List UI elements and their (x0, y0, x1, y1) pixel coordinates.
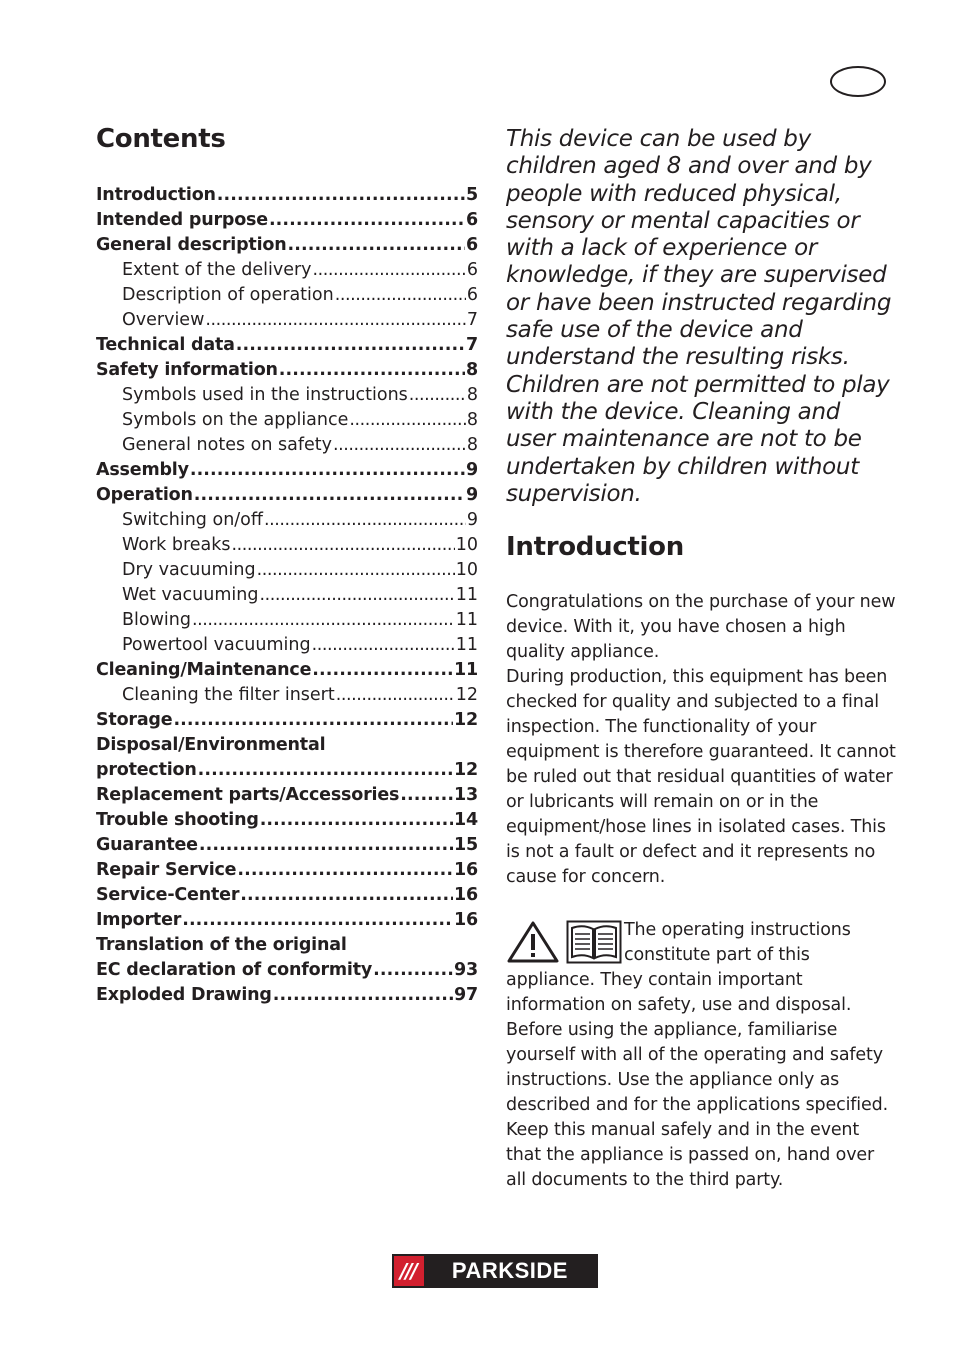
toc-entry (96, 358, 478, 383)
toc-entry (96, 858, 478, 883)
parkside-logo (392, 1254, 598, 1288)
toc-leader-dots (199, 833, 453, 858)
toc-entry-title: Dry vacuuming (122, 560, 256, 580)
toc-leader-dots (259, 583, 454, 608)
toc-page-number: 8 (466, 410, 478, 430)
toc-page-number: 16 (454, 885, 478, 905)
toc-leader-dots (232, 533, 455, 558)
toc-page-number: 11 (455, 635, 478, 655)
toc-leader-dots (173, 708, 453, 733)
toc-entry-title: Replacement parts/Accessories (96, 785, 400, 805)
toc-leader-dots (335, 283, 466, 308)
intro-paragraph: During production, this equipment has been checked for quality and subjected to a final inspection. The functionality of your equipment is therefore guaranteed. It cannot be ruled out that residual quantities of water or lubricants will remain on or in the equipment/hose lines in isolated cases. This is not a fault or defect and it represents no cause for concern. (506, 667, 896, 888)
toc-leader-dots (240, 883, 453, 908)
toc-leader-dots (260, 808, 453, 833)
toc-entry (96, 183, 478, 208)
toc-leader-dots (336, 683, 455, 708)
toc-subentry (96, 608, 478, 633)
toc-page-number: 16 (454, 910, 478, 930)
toc-leader-dots (312, 658, 453, 683)
warning-triangle-icon (506, 920, 560, 964)
open-book-icon (566, 920, 622, 964)
toc-entry-title: Extent of the delivery (122, 260, 312, 280)
toc-subentry (96, 508, 478, 533)
toc-entry (96, 833, 478, 858)
toc-entry (96, 883, 478, 908)
toc-leader-dots (182, 908, 453, 933)
toc-leader-dots (205, 308, 465, 333)
toc-entry (96, 483, 478, 508)
toc-leader-dots (400, 783, 453, 808)
toc-leader-dots (349, 408, 465, 433)
toc-entry-title: Storage (96, 710, 173, 730)
toc-leader-dots (313, 258, 466, 283)
toc-subentry (96, 683, 478, 708)
language-badge (830, 66, 886, 97)
introduction-heading: Introduction (506, 532, 684, 563)
toc-page-number: 6 (466, 235, 478, 255)
toc-page-number: 5 (466, 185, 478, 205)
toc-entry (96, 758, 478, 783)
toc-page-number: 6 (466, 260, 478, 280)
toc-leader-dots (236, 333, 465, 358)
toc-page-number: 7 (466, 310, 478, 330)
toc-entry (96, 708, 478, 733)
toc-entry-title: protection (96, 760, 197, 780)
toc-entry-title: Assembly (96, 460, 189, 480)
toc-subentry (96, 283, 478, 308)
toc-entry-title: Service-Center (96, 885, 240, 905)
table-of-contents (96, 183, 478, 1008)
toc-entry (96, 908, 478, 933)
toc-page-number: 8 (466, 385, 478, 405)
toc-subentry (96, 583, 478, 608)
toc-page-number: 93 (454, 960, 478, 980)
toc-leader-dots (194, 483, 465, 508)
intro-paragraph: Before using the appliance, familiarise yourself with all of the operating and safety instructions. Use the appliance only as described and for the applications specified. (506, 1020, 889, 1116)
toc-entry-title: Cleaning/Maintenance (96, 660, 312, 680)
intro-paragraph: Congratulations on the purchase of your new device. With it, you have chosen a high quality appliance. (506, 592, 896, 663)
toc-entry-title: Translation of the original (96, 935, 347, 955)
toc-entry (96, 783, 478, 808)
toc-page-number: 9 (466, 510, 478, 530)
toc-entry (96, 733, 478, 758)
toc-page-number: 12 (454, 710, 478, 730)
introduction-body (506, 590, 896, 890)
toc-leader-dots (217, 183, 465, 208)
toc-entry-title: Wet vacuuming (122, 585, 259, 605)
toc-page-number: 15 (454, 835, 478, 855)
toc-entry-title: Description of operation (122, 285, 334, 305)
toc-entry (96, 208, 478, 233)
toc-page-number: 6 (466, 285, 478, 305)
right-column (506, 126, 896, 1193)
toc-entry-title: Intended purpose (96, 210, 268, 230)
toc-leader-dots (269, 208, 465, 233)
toc-entry-title: Importer (96, 910, 182, 930)
toc-leader-dots (257, 558, 455, 583)
toc-page-number: 9 (466, 460, 478, 480)
toc-page-number: 8 (466, 360, 478, 380)
toc-page-number: 11 (454, 660, 478, 680)
toc-leader-dots (237, 858, 453, 883)
toc-page-number: 11 (455, 585, 478, 605)
toc-page-number: 12 (454, 760, 478, 780)
toc-page-number: 97 (454, 985, 478, 1005)
toc-page-number: 10 (455, 535, 478, 555)
toc-entry-title: Safety information (96, 360, 278, 380)
toc-entry-title: Symbols used in the instructions (122, 385, 408, 405)
toc-subentry (96, 558, 478, 583)
toc-entry-title: Symbols on the appliance (122, 410, 349, 430)
contents-heading: Contents (96, 124, 226, 154)
toc-page-number: 10 (455, 560, 478, 580)
logo-slashes: /// (400, 1259, 416, 1283)
toc-entry (96, 983, 478, 1008)
toc-page-number: 13 (454, 785, 478, 805)
notice-icons (506, 920, 624, 968)
toc-entry-title: EC declaration of conformity (96, 960, 373, 980)
toc-leader-dots (287, 233, 465, 258)
toc-entry-title: Repair Service (96, 860, 237, 880)
toc-entry (96, 933, 478, 958)
toc-entry (96, 233, 478, 258)
toc-leader-dots (312, 633, 455, 658)
toc-subentry (96, 633, 478, 658)
toc-page-number: 9 (466, 485, 478, 505)
toc-entry-title: Introduction (96, 185, 216, 205)
toc-entry (96, 458, 478, 483)
toc-entry-title: Overview (122, 310, 205, 330)
toc-entry-title: Guarantee (96, 835, 198, 855)
toc-entry-title: Disposal/Environmental (96, 735, 326, 755)
notice-text: The operating instructions constitute part of this appliance. They contain important information on safety, use and disposal. (506, 920, 852, 1016)
toc-leader-dots (264, 508, 466, 533)
toc-subentry (96, 308, 478, 333)
toc-entry-title: Work breaks (122, 535, 231, 555)
toc-subentry (96, 258, 478, 283)
toc-entry-title: Trouble shooting (96, 810, 259, 830)
logo-wordmark: PARKSIDE (424, 1256, 596, 1286)
toc-page-number: 12 (455, 685, 478, 705)
toc-page-number: 8 (466, 435, 478, 455)
toc-entry-title: Exploded Drawing (96, 985, 272, 1005)
toc-leader-dots (273, 983, 453, 1008)
toc-entry-title: Cleaning the filter insert (122, 685, 335, 705)
toc-leader-dots (373, 958, 453, 983)
toc-entry (96, 333, 478, 358)
toc-entry-title: General notes on safety (122, 435, 332, 455)
toc-page-number: 11 (455, 610, 478, 630)
toc-entry (96, 658, 478, 683)
toc-subentry (96, 383, 478, 408)
toc-leader-dots (333, 433, 466, 458)
instructions-notice (506, 918, 896, 1193)
toc-entry-title: Blowing (122, 610, 191, 630)
toc-entry-title: Operation (96, 485, 193, 505)
toc-subentry (96, 433, 478, 458)
toc-leader-dots (409, 383, 466, 408)
toc-entry-title: Technical data (96, 335, 235, 355)
toc-page-number: 16 (454, 860, 478, 880)
toc-entry-title: Switching on/off (122, 510, 263, 530)
toc-leader-dots (198, 758, 453, 783)
toc-leader-dots (192, 608, 455, 633)
toc-subentry (96, 408, 478, 433)
toc-entry-title: General description (96, 235, 287, 255)
toc-page-number: 6 (466, 210, 478, 230)
toc-entry-title: Powertool vacuuming (122, 635, 311, 655)
toc-subentry (96, 533, 478, 558)
toc-leader-dots (279, 358, 465, 383)
toc-page-number: 7 (466, 335, 478, 355)
toc-entry (96, 958, 478, 983)
children-warning-text: This device can be used by children aged 8 and over and by people with reduced physical, sensory or mental capacities or with a lack of experience or knowledge, if they are supervised or have been instructed regarding safe use of the device and understand the resulting risks. Children are not permitted to play with the device. Cleaning and user maintenance are not to be undertaken by children without supervision. (506, 126, 892, 507)
toc-entry (96, 808, 478, 833)
toc-page-number: 14 (454, 810, 478, 830)
toc-leader-dots (190, 458, 465, 483)
intro-paragraph: Keep this manual safely and in the event that the appliance is passed on, hand over all documents to the third party. (506, 1120, 875, 1191)
